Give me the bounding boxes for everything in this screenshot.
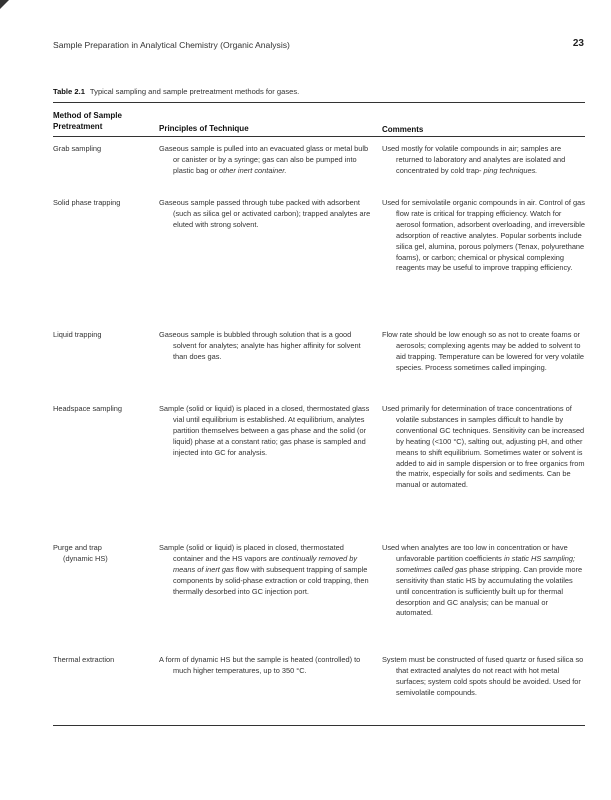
principles-text: Sample (solid or liquid) is placed in a closed, thermostated glass vial until equilibrium is established. At equilibrium, analytes partition themselves between a gas phase and the solid (or liquid) phase at a constant ratio; gas phase is sampled and injected into GC for analysis. — [159, 404, 370, 457]
comments-cell — [382, 543, 585, 619]
method-cell: Solid phase trapping — [53, 198, 121, 207]
header-principles: Principles of Technique — [159, 124, 249, 133]
principles-cell — [159, 330, 373, 363]
comments-text: Flow rate should be low enough so as not to create foams or aerosols; complexing agents may be added to solvent to aid trapping. Temperature can be lowered for very volatile species. Process sometimes called impinging. — [382, 330, 585, 372]
running-head: Sample Preparation in Analytical Chemistry (Organic Analysis) — [53, 40, 290, 50]
principles-text: A form of dynamic HS but the sample is heated (controlled) to much higher temperatures, up to 350 °C. — [159, 655, 361, 675]
principles-cell — [159, 543, 373, 598]
method-cell: Headspace sampling — [53, 404, 123, 413]
comments-text: Used primarily for determination of trace concentrations of volatile substances in samples difficult to handle by conventional GC techniques. Sensitivity can be increased by heating (<100 °C), salting out, adjusting pH, and other means to shift equilibrium. Sometimes water or solvent is added to aid in sample dispersion or to free organics from the matrix, especially for soils and sediments. Can be manual or automated. — [382, 404, 585, 490]
table-bottom-rule — [53, 725, 585, 726]
principles-cell — [159, 404, 373, 459]
header-comments: Comments — [382, 125, 424, 134]
principles-italic-text: other inert container. — [219, 165, 287, 175]
principles-cell — [159, 198, 373, 231]
comments-italic-text: ping techniques. — [483, 165, 538, 175]
table-header-rule — [53, 136, 585, 137]
comments-text: Used mostly for volatile compounds in air; samples are returned to laboratory and analytes are isolated and concentrated by cold trap- — [382, 144, 566, 175]
page-number: 23 — [572, 38, 584, 49]
principles-text: Gaseous sample is bubbled through solution that is a good solvent for analytes; analyte has higher affinity for solvent than does gas. — [159, 330, 361, 361]
principles-text-a: Sample (solid or liquid) is placed in closed, thermostated container and the HS vapors are — [159, 543, 344, 563]
method-cell: Grab sampling — [53, 144, 102, 153]
method-line2: (dynamic HS) — [63, 553, 108, 563]
header-method-line1: Method of Sample — [53, 111, 122, 120]
principles-text-b: flow with subsequent trapping of sample components by solid-phase extraction or cold trapping, then thermally desorbed into GC injection port. — [173, 564, 369, 596]
principles-cell — [159, 144, 373, 177]
comments-cell — [382, 198, 585, 274]
comments-cell — [382, 330, 585, 374]
method-cell: Liquid trapping — [53, 330, 102, 339]
principles-text: Gaseous sample is pulled into an evacuated glass or metal bulb or canister or by a syringe; gas can also be pumped into plastic bag or — [159, 144, 369, 175]
header-method — [53, 110, 153, 132]
table-caption — [53, 87, 299, 96]
principles-italic-text: continually removed by means of inert gas — [173, 553, 358, 574]
method-cell — [53, 543, 163, 565]
comments-italic-text: in static HS sampling; sometimes called gas — [396, 553, 575, 574]
comments-text: Used for semivolatile organic compounds in air. Control of gas flow rate is critical for trapping efficiency. Watch for aerosol formation, adsorbent overloading, and irreversible adsorption of reactive analytes. Popular sorbents include silica gel, alumina, porous polymers (Tenax, polyurethane foams), or carbon; chemical or physical complexing reagents may be useful to improve trapping efficiency. — [382, 198, 585, 273]
comments-text: System must be constructed of fused quartz or fused silica so that extracted analytes do not react with hot metal surfaces; system cold spots should be avoided. Used for semivolatile compounds. — [382, 655, 584, 697]
comments-text-b: phase stripping. Can provide more sensitivity than static HS by accumulating the volatiles until concentration is sufficiently built up for thermal desorption and GC analysis; can be manual or automated. — [396, 564, 583, 618]
table-caption-text: Typical sampling and sample pretreatment methods for gases. — [89, 87, 300, 96]
table-top-rule — [53, 102, 585, 103]
principles-cell — [159, 655, 373, 677]
principles-text: Gaseous sample passed through tube packed with adsorbent (such as silica gel or activated carbon); trapped analytes are eluted with strong solvent. — [159, 198, 371, 229]
table-label: Table 2.1 — [53, 87, 85, 96]
method-cell: Thermal extraction — [53, 655, 115, 664]
comments-cell — [382, 404, 585, 491]
comments-cell — [382, 144, 585, 177]
comments-text-a: Used when analytes are too low in concentration or have unfavorable partition coefficients — [382, 543, 568, 563]
page-corner-mark — [0, 0, 9, 9]
comments-cell — [382, 655, 585, 699]
header-method-line2: Pretreatment — [53, 122, 103, 131]
method-line1: Purge and trap — [53, 543, 102, 552]
